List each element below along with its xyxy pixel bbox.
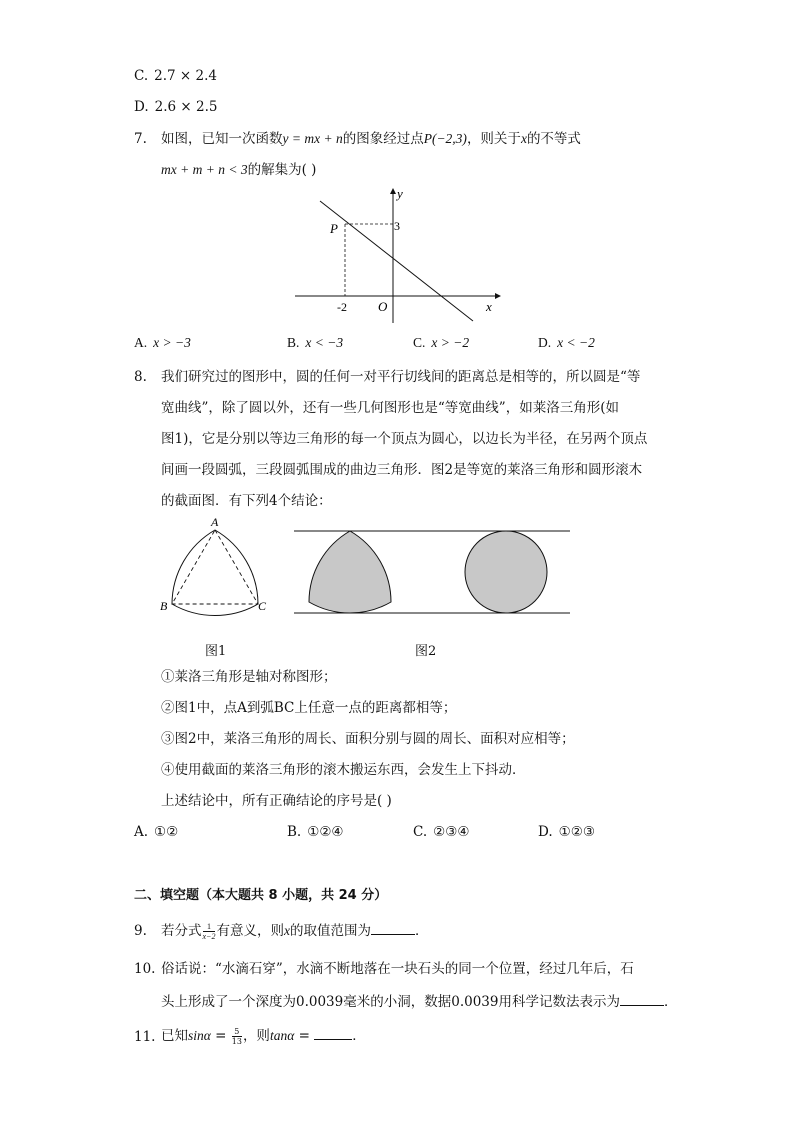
- question-7-line2: [161, 161, 316, 179]
- question-10-line2: [161, 991, 677, 1011]
- x-axis-label: x: [486, 299, 492, 314]
- question-number: 7.: [134, 131, 147, 147]
- option-label: C.: [413, 335, 426, 350]
- question-number: 11.: [134, 1029, 156, 1045]
- denominator: x−2: [202, 932, 216, 941]
- option-label: B.: [287, 335, 300, 350]
- vertex-c-label: C: [258, 599, 267, 613]
- equation: y = mx + n: [282, 131, 343, 146]
- point-p-label: P: [330, 221, 338, 236]
- option-a-q7[interactable]: [134, 334, 191, 352]
- option-text: ②③④: [433, 824, 470, 840]
- option-label: C.: [413, 824, 428, 840]
- question-10-line1: 俗话说：“水滴石穿”，水滴不断地落在一块石头的同一个位置，经过几年后，石: [161, 961, 634, 977]
- y-axis-label: y: [397, 186, 403, 201]
- text: 的不等式: [526, 131, 581, 147]
- option-d-q8[interactable]: [538, 823, 595, 841]
- answer-blank[interactable]: [371, 920, 415, 935]
- equilateral-triangle-dashed: [172, 530, 258, 604]
- x-tick-label: -2: [337, 300, 347, 314]
- text: 头上形成了一个深度为0.0039毫米的小洞，数据0.0039用科学记数法表示为: [161, 994, 620, 1010]
- option-text: ①②③: [558, 824, 595, 840]
- option-text: x > −3: [153, 335, 191, 350]
- text: ．: [663, 994, 678, 1010]
- option-text: ①②: [154, 824, 179, 840]
- conclusion-4: ④使用截面的莱洛三角形的滚木搬运东西，会发生上下抖动．: [161, 762, 526, 778]
- equals-sign: =: [210, 1028, 231, 1044]
- text: 有意义，则: [216, 923, 284, 939]
- answer-blank[interactable]: [314, 1025, 352, 1040]
- question-8-line: 我们研究过的图形中，圆的任何一对平行切线间的距离总是相等的，所以圆是“等: [161, 369, 641, 385]
- text: 的取值范围为: [289, 923, 371, 939]
- numerator: 5: [234, 1027, 240, 1036]
- option-b-q8[interactable]: [287, 823, 344, 841]
- text: 已知: [161, 1028, 188, 1044]
- option-text: ①②④: [307, 824, 344, 840]
- section-title: 二、填空题（本大题共 8 小题，共 24 分）: [134, 888, 388, 903]
- question-8-line: 的截面图．有下列4个结论：: [161, 493, 332, 509]
- option-c-q8[interactable]: [413, 823, 469, 841]
- question-8-line: 图1)，它是分别以等边三角形的每一个顶点为圆心，以边长为半径，在另两个顶点: [161, 431, 648, 447]
- variable: x: [520, 131, 527, 146]
- fraction: [203, 922, 216, 941]
- question-8-line: 间画一段圆弧，三段圆弧围成的曲边三角形．图2是等宽的莱洛三角形和圆形滚木: [161, 462, 643, 478]
- option-label: C.: [134, 68, 149, 84]
- option-d-q7[interactable]: [538, 334, 595, 352]
- option-text: 2.6 × 2.5: [154, 99, 218, 115]
- figure-2-caption: 图2: [415, 644, 437, 659]
- conclusion-1: ①莱洛三角形是轴对称图形；: [161, 669, 337, 685]
- option-label: A.: [134, 335, 148, 350]
- question-8-prompt: 上述结论中，所有正确结论的序号是( ): [161, 793, 392, 809]
- variable: x: [283, 923, 290, 938]
- numerator: 1: [206, 922, 211, 931]
- option-b-q7[interactable]: [287, 334, 343, 352]
- option-a-q8[interactable]: [134, 823, 178, 841]
- figure-1-caption: 图1: [205, 644, 227, 659]
- option-d-q6[interactable]: [134, 98, 217, 116]
- text: 的解集为( ): [247, 162, 317, 178]
- text: ，则关于: [466, 131, 521, 147]
- denominator: 13: [231, 1037, 242, 1046]
- reuleaux-outline: [172, 530, 258, 616]
- tangent-expression: tanα: [269, 1028, 295, 1043]
- option-label: A.: [134, 824, 149, 840]
- option-c-q6[interactable]: [134, 67, 217, 85]
- option-text: 2.7 × 2.4: [154, 68, 217, 84]
- y-tick-label: 3: [394, 219, 400, 233]
- point: P(−2,3): [423, 131, 467, 146]
- text: ．: [352, 1028, 366, 1044]
- vertex-a-label: A: [211, 515, 219, 529]
- figure-1-reuleaux-triangle: [155, 512, 275, 620]
- question-9: [161, 920, 428, 942]
- question-number: 10.: [134, 961, 156, 977]
- option-label: D.: [538, 824, 553, 840]
- linear-function-graph: [290, 183, 510, 328]
- option-label: D.: [538, 335, 552, 350]
- inequality: mx + m + n < 3: [161, 162, 248, 177]
- equals-sign: =: [294, 1028, 315, 1044]
- option-label: D.: [134, 99, 149, 115]
- option-text: x < −2: [557, 335, 595, 350]
- figure-2-rollers: [290, 522, 575, 622]
- text: 如图，已知一次函数: [161, 131, 283, 147]
- reuleaux-roller: [309, 531, 391, 613]
- text: ．: [414, 923, 429, 939]
- question-number: 9.: [134, 923, 147, 939]
- option-text: x < −3: [305, 335, 344, 350]
- question-number: 8.: [134, 369, 147, 385]
- question-11: [161, 1025, 366, 1047]
- sine-expression: sinα: [188, 1028, 211, 1043]
- conclusion-3: ③图2中，莱洛三角形的周长、面积分别与圆的周长、面积对应相等；: [161, 731, 575, 747]
- option-label: B.: [287, 824, 302, 840]
- question-8-line: 宽曲线”，除了圆以外，还有一些几何图形也是“等宽曲线”，如莱洛三角形(如: [161, 400, 619, 416]
- text: 若分式: [161, 923, 202, 939]
- text: ，则: [242, 1028, 270, 1044]
- circular-roller: [465, 531, 547, 613]
- answer-blank[interactable]: [620, 991, 664, 1006]
- text: 的图象经过点: [342, 131, 424, 147]
- option-text: x > −2: [431, 335, 470, 350]
- question-7-line1: [161, 130, 581, 148]
- option-c-q7[interactable]: [413, 334, 469, 352]
- fraction: [232, 1027, 242, 1046]
- vertex-b-label: B: [160, 599, 168, 613]
- conclusion-2: ②图1中，点A到弧BC上任意一点的距离都相等；: [161, 700, 457, 716]
- origin-label: O: [378, 299, 388, 314]
